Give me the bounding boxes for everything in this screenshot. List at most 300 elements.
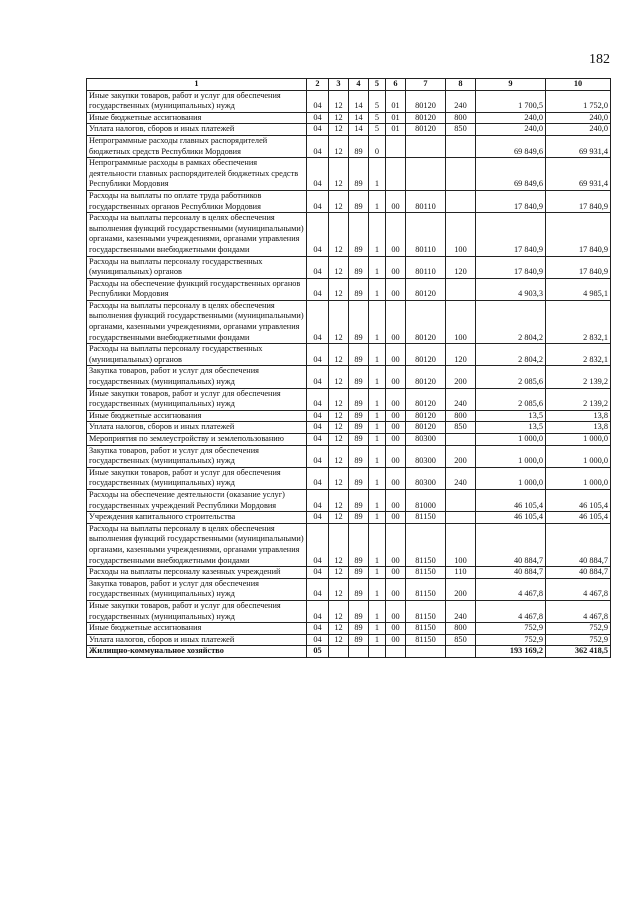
column-header: 7 [406,79,446,91]
cell-subsection: 12 [329,366,349,388]
cell-name: Уплата налогов, сборов и иных платежей [87,422,307,434]
cell-name: Закупка товаров, работ и услуг для обеспечения государственных (муниципальных) нужд [87,578,307,600]
column-header: 3 [329,79,349,91]
cell-direction: 81150 [406,578,446,600]
cell-event [386,135,406,157]
cell-direction: 81150 [406,623,446,635]
cell-section: 04 [307,366,329,388]
column-header: 4 [349,79,369,91]
cell-amount-year1: 17 840,9 [476,190,546,212]
cell-name: Расходы на выплаты персоналу казенных учреждений [87,567,307,579]
cell-expense-type [446,278,476,300]
cell-section: 04 [307,112,329,124]
cell-section: 04 [307,578,329,600]
column-header: 9 [476,79,546,91]
cell-name: Иные бюджетные ассигнования [87,410,307,422]
cell-amount-year1: 752,9 [476,623,546,635]
cell-program: 89 [349,388,369,410]
table-row [87,489,611,511]
cell-amount-year1: 46 105,4 [476,512,546,524]
cell-section: 04 [307,623,329,635]
cell-direction: 80300 [406,445,446,467]
cell-program: 89 [349,512,369,524]
cell-subsection: 12 [329,434,349,446]
cell-program: 89 [349,634,369,646]
cell-subprogram: 1 [369,344,386,366]
cell-direction: 80300 [406,434,446,446]
cell-amount-year2: 752,9 [546,634,611,646]
cell-program: 89 [349,467,369,489]
cell-expense-type: 800 [446,410,476,422]
cell-amount-year1: 193 169,2 [476,646,546,658]
cell-subsection: 12 [329,567,349,579]
cell-amount-year2: 2 139,2 [546,366,611,388]
cell-section: 05 [307,646,329,658]
cell-amount-year1: 2 804,2 [476,344,546,366]
cell-amount-year1: 40 884,7 [476,567,546,579]
cell-amount-year2: 2 139,2 [546,388,611,410]
cell-event: 00 [386,410,406,422]
table-row [87,278,611,300]
cell-section: 04 [307,512,329,524]
cell-subsection: 12 [329,90,349,112]
cell-direction: 80110 [406,190,446,212]
cell-direction [406,158,446,191]
cell-name: Расходы на выплаты персоналу в целях обеспечения выполнения функций государственными (муниципальными) органами, казенными учреждениями, органами управления государственными внебюджетными фондами [87,523,307,566]
cell-direction: 80110 [406,256,446,278]
cell-subprogram: 1 [369,623,386,635]
cell-direction [406,135,446,157]
cell-amount-year2: 13,8 [546,410,611,422]
cell-name: Мероприятия по землеустройству и землепользованию [87,434,307,446]
cell-section: 04 [307,434,329,446]
cell-expense-type: 100 [446,523,476,566]
cell-direction: 81000 [406,489,446,511]
cell-expense-type [446,512,476,524]
cell-event: 01 [386,112,406,124]
cell-section: 04 [307,190,329,212]
cell-event: 00 [386,256,406,278]
cell-amount-year2: 40 884,7 [546,567,611,579]
cell-event: 01 [386,90,406,112]
cell-direction: 80120 [406,124,446,136]
cell-amount-year2: 17 840,9 [546,256,611,278]
cell-amount-year1: 2 085,6 [476,388,546,410]
cell-subprogram: 1 [369,158,386,191]
cell-subsection: 12 [329,600,349,622]
cell-subsection: 12 [329,388,349,410]
cell-event [386,158,406,191]
cell-amount-year2: 17 840,9 [546,190,611,212]
cell-section: 04 [307,90,329,112]
table-row [87,300,611,343]
cell-subsection: 12 [329,445,349,467]
column-header: 2 [307,79,329,91]
cell-direction: 81150 [406,512,446,524]
cell-name: Закупка товаров, работ и услуг для обеспечения государственных (муниципальных) нужд [87,366,307,388]
cell-direction: 81150 [406,523,446,566]
cell-subprogram: 1 [369,567,386,579]
cell-name: Расходы на выплаты персоналу в целях обеспечения выполнения функций государственными (муниципальными) органами, казенными учреждениями, органами управления государственными внебюджетными фондами [87,300,307,343]
table-row [87,213,611,256]
cell-amount-year1: 17 840,9 [476,213,546,256]
column-header: 8 [446,79,476,91]
cell-program: 89 [349,135,369,157]
cell-direction: 80120 [406,300,446,343]
cell-subprogram: 1 [369,467,386,489]
cell-subsection: 12 [329,112,349,124]
cell-program [349,646,369,658]
cell-event: 00 [386,388,406,410]
table-header-row [87,79,611,91]
cell-expense-type: 240 [446,600,476,622]
cell-subprogram: 1 [369,256,386,278]
page-number: 182 [589,52,610,67]
cell-subsection: 12 [329,410,349,422]
cell-expense-type: 200 [446,366,476,388]
cell-subsection: 12 [329,467,349,489]
cell-name: Закупка товаров, работ и услуг для обеспечения государственных (муниципальных) нужд [87,445,307,467]
cell-event: 00 [386,523,406,566]
cell-subsection: 12 [329,256,349,278]
cell-direction: 81150 [406,600,446,622]
cell-direction: 80120 [406,388,446,410]
cell-amount-year1: 4 467,8 [476,600,546,622]
cell-program: 89 [349,600,369,622]
cell-subprogram: 5 [369,90,386,112]
cell-expense-type: 850 [446,634,476,646]
table-row [87,344,611,366]
table-row [87,135,611,157]
cell-direction: 80120 [406,410,446,422]
cell-program: 89 [349,190,369,212]
cell-name: Расходы на выплаты персоналу государственных (муниципальных) органов [87,344,307,366]
cell-section: 04 [307,467,329,489]
cell-section: 04 [307,256,329,278]
cell-amount-year2: 69 931,4 [546,135,611,157]
cell-subprogram: 1 [369,578,386,600]
table-row [87,90,611,112]
cell-name: Иные закупки товаров, работ и услуг для обеспечения государственных (муниципальных) нужд [87,600,307,622]
cell-amount-year2: 46 105,4 [546,489,611,511]
cell-subsection [329,646,349,658]
cell-program: 89 [349,489,369,511]
cell-expense-type [446,434,476,446]
cell-name: Уплата налогов, сборов и иных платежей [87,634,307,646]
cell-amount-year1: 17 840,9 [476,256,546,278]
cell-program: 89 [349,523,369,566]
cell-amount-year1: 2 804,2 [476,300,546,343]
cell-section: 04 [307,410,329,422]
cell-amount-year2: 4 985,1 [546,278,611,300]
cell-subprogram: 1 [369,213,386,256]
cell-section: 04 [307,489,329,511]
cell-subsection: 12 [329,623,349,635]
cell-amount-year1: 4 903,3 [476,278,546,300]
cell-section: 04 [307,344,329,366]
cell-program: 89 [349,366,369,388]
cell-amount-year2: 240,0 [546,112,611,124]
cell-expense-type: 110 [446,567,476,579]
cell-event: 00 [386,213,406,256]
cell-direction: 80120 [406,366,446,388]
cell-program: 14 [349,124,369,136]
cell-expense-type: 120 [446,256,476,278]
cell-subprogram: 1 [369,366,386,388]
column-header: 5 [369,79,386,91]
cell-subprogram: 1 [369,512,386,524]
cell-event: 00 [386,300,406,343]
column-header: 6 [386,79,406,91]
cell-subsection: 12 [329,512,349,524]
cell-section: 04 [307,445,329,467]
table-row [87,512,611,524]
cell-program: 89 [349,445,369,467]
cell-amount-year1: 4 467,8 [476,578,546,600]
cell-program: 89 [349,256,369,278]
cell-section: 04 [307,158,329,191]
table-row [87,190,611,212]
cell-name: Иные бюджетные ассигнования [87,623,307,635]
cell-direction: 80120 [406,422,446,434]
cell-amount-year2: 46 105,4 [546,512,611,524]
cell-event: 00 [386,190,406,212]
cell-section: 04 [307,422,329,434]
cell-name: Непрограммные расходы в рамках обеспечения деятельности главных распорядителей бюджетных средств Республики Мордовия [87,158,307,191]
cell-event: 00 [386,344,406,366]
cell-expense-type: 200 [446,578,476,600]
cell-direction: 80120 [406,278,446,300]
cell-section: 04 [307,567,329,579]
cell-amount-year2: 1 000,0 [546,467,611,489]
cell-event: 00 [386,445,406,467]
cell-expense-type [446,646,476,658]
cell-amount-year1: 13,5 [476,422,546,434]
cell-amount-year2: 40 884,7 [546,523,611,566]
cell-amount-year1: 1 000,0 [476,434,546,446]
cell-amount-year2: 240,0 [546,124,611,136]
table-row [87,445,611,467]
cell-amount-year1: 40 884,7 [476,523,546,566]
cell-amount-year1: 752,9 [476,634,546,646]
cell-amount-year2: 1 000,0 [546,434,611,446]
budget-table [86,78,611,658]
table-row [87,634,611,646]
cell-amount-year2: 1 752,0 [546,90,611,112]
cell-subprogram: 1 [369,523,386,566]
cell-amount-year2: 2 832,1 [546,344,611,366]
cell-program: 89 [349,623,369,635]
cell-subsection: 12 [329,135,349,157]
cell-name: Расходы на выплаты персоналу в целях обеспечения выполнения функций государственными (муниципальными) органами, казенными учреждениями, органами управления государственными внебюджетными фондами [87,213,307,256]
cell-expense-type: 100 [446,213,476,256]
table-row [87,112,611,124]
cell-subsection: 12 [329,124,349,136]
cell-program: 89 [349,158,369,191]
cell-direction: 80120 [406,90,446,112]
table-row [87,467,611,489]
cell-section: 04 [307,388,329,410]
cell-section: 04 [307,135,329,157]
cell-direction: 80120 [406,112,446,124]
table-row [87,124,611,136]
cell-amount-year2: 13,8 [546,422,611,434]
table-row [87,256,611,278]
table-row [87,434,611,446]
table-row [87,366,611,388]
cell-name: Расходы на обеспечение функций государственных органов Республики Мордовия [87,278,307,300]
cell-section: 04 [307,278,329,300]
cell-subsection: 12 [329,300,349,343]
cell-subsection: 12 [329,278,349,300]
cell-program: 89 [349,578,369,600]
cell-name: Иные закупки товаров, работ и услуг для обеспечения государственных (муниципальных) нужд [87,467,307,489]
cell-subsection: 12 [329,158,349,191]
cell-subprogram: 1 [369,300,386,343]
cell-amount-year1: 2 085,6 [476,366,546,388]
cell-name: Иные закупки товаров, работ и услуг для обеспечения государственных (муниципальных) нужд [87,90,307,112]
table-row [87,646,611,658]
cell-section: 04 [307,300,329,343]
table-row [87,410,611,422]
cell-expense-type: 100 [446,300,476,343]
cell-subprogram: 0 [369,135,386,157]
cell-direction: 81150 [406,567,446,579]
cell-event [386,646,406,658]
cell-name: Расходы на обеспечение деятельности (оказание услуг) государственных учреждений Республики Мордовия [87,489,307,511]
cell-amount-year2: 69 931,4 [546,158,611,191]
cell-subprogram: 1 [369,600,386,622]
cell-name: Непрограммные расходы главных распорядителей бюджетных средств Республики Мордовия [87,135,307,157]
cell-subprogram: 1 [369,445,386,467]
cell-amount-year2: 4 467,8 [546,600,611,622]
cell-event: 00 [386,366,406,388]
cell-name: Расходы на выплаты персоналу государственных (муниципальных) органов [87,256,307,278]
cell-direction: 80110 [406,213,446,256]
cell-amount-year1: 1 700,5 [476,90,546,112]
cell-event: 00 [386,434,406,446]
cell-program: 14 [349,90,369,112]
cell-expense-type: 240 [446,388,476,410]
cell-amount-year2: 17 840,9 [546,213,611,256]
cell-program: 89 [349,344,369,366]
table-row [87,523,611,566]
cell-expense-type: 240 [446,90,476,112]
cell-amount-year1: 46 105,4 [476,489,546,511]
cell-subsection: 12 [329,213,349,256]
cell-program: 89 [349,278,369,300]
cell-expense-type [446,190,476,212]
cell-event: 00 [386,578,406,600]
cell-section: 04 [307,634,329,646]
cell-amount-year2: 2 832,1 [546,300,611,343]
cell-amount-year1: 1 000,0 [476,445,546,467]
cell-subprogram: 1 [369,634,386,646]
cell-event: 00 [386,512,406,524]
cell-program: 89 [349,213,369,256]
cell-expense-type [446,158,476,191]
cell-expense-type: 800 [446,112,476,124]
cell-name: Учреждения капитального строительства [87,512,307,524]
cell-expense-type: 120 [446,344,476,366]
table-row [87,158,611,191]
cell-program: 89 [349,434,369,446]
cell-event: 00 [386,600,406,622]
cell-subprogram: 5 [369,124,386,136]
cell-name: Иные закупки товаров, работ и услуг для обеспечения государственных (муниципальных) нужд [87,388,307,410]
cell-program: 89 [349,410,369,422]
cell-direction [406,646,446,658]
cell-subprogram: 5 [369,112,386,124]
cell-program: 89 [349,567,369,579]
cell-event: 00 [386,489,406,511]
cell-subprogram: 1 [369,422,386,434]
cell-amount-year1: 69 849,6 [476,135,546,157]
column-header: 1 [87,79,307,91]
cell-program: 89 [349,300,369,343]
cell-event: 00 [386,623,406,635]
cell-amount-year1: 13,5 [476,410,546,422]
cell-event: 00 [386,278,406,300]
cell-expense-type: 240 [446,467,476,489]
cell-amount-year1: 69 849,6 [476,158,546,191]
table-row [87,623,611,635]
cell-program: 14 [349,112,369,124]
cell-amount-year2: 362 418,5 [546,646,611,658]
cell-event: 00 [386,634,406,646]
cell-event: 00 [386,422,406,434]
table-row [87,578,611,600]
cell-name: Жилищно-коммунальное хозяйство [87,646,307,658]
cell-expense-type: 850 [446,124,476,136]
cell-subprogram: 1 [369,489,386,511]
cell-subprogram: 1 [369,410,386,422]
cell-subprogram [369,646,386,658]
cell-subsection: 12 [329,578,349,600]
cell-section: 04 [307,124,329,136]
cell-amount-year1: 240,0 [476,124,546,136]
table-row [87,600,611,622]
cell-amount-year2: 752,9 [546,623,611,635]
cell-event: 01 [386,124,406,136]
cell-event: 00 [386,567,406,579]
cell-subsection: 12 [329,634,349,646]
cell-direction: 81150 [406,634,446,646]
cell-direction: 80120 [406,344,446,366]
cell-event: 00 [386,467,406,489]
cell-expense-type: 200 [446,445,476,467]
cell-expense-type [446,135,476,157]
table-body [87,90,611,657]
cell-subsection: 12 [329,190,349,212]
cell-amount-year1: 240,0 [476,112,546,124]
table-row [87,422,611,434]
cell-subsection: 12 [329,344,349,366]
cell-expense-type: 850 [446,422,476,434]
cell-subprogram: 1 [369,278,386,300]
cell-name: Уплата налогов, сборов и иных платежей [87,124,307,136]
table-row [87,388,611,410]
table-row [87,567,611,579]
cell-subprogram: 1 [369,190,386,212]
cell-expense-type: 800 [446,623,476,635]
column-header: 10 [546,79,611,91]
cell-expense-type [446,489,476,511]
cell-section: 04 [307,213,329,256]
cell-direction: 80300 [406,467,446,489]
cell-amount-year1: 1 000,0 [476,467,546,489]
cell-subsection: 12 [329,489,349,511]
